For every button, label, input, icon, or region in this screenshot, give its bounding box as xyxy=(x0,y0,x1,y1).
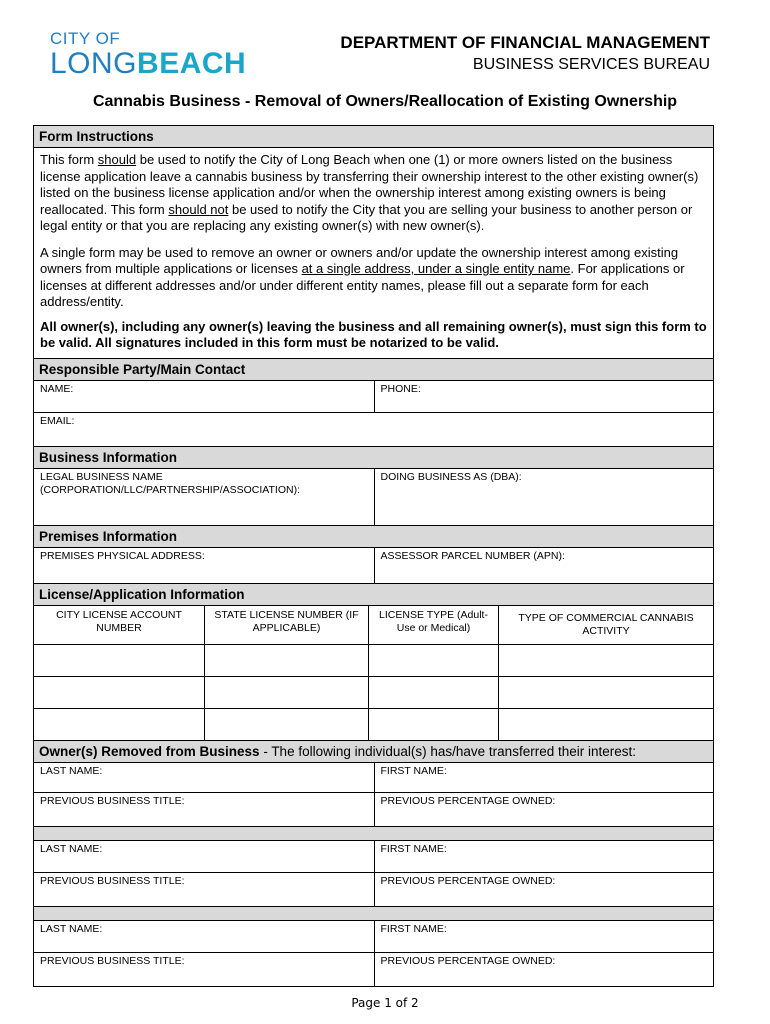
owner-first-name-field[interactable]: FIRST NAME: xyxy=(374,921,714,952)
logo-beach-text: BEACH xyxy=(137,47,247,80)
owner-prev-percentage-field[interactable]: PREVIOUS PERCENTAGE OWNED: xyxy=(374,793,714,826)
p1-text-a: This form xyxy=(40,152,98,167)
business-row xyxy=(34,469,713,525)
owners-heading-rest: - The following individual(s) has/have transferred their interest: xyxy=(259,743,636,759)
owner-last-name-field[interactable]: LAST NAME: xyxy=(40,922,103,935)
phone-field[interactable]: PHONE: xyxy=(374,381,714,412)
owner-last-name-field[interactable]: LAST NAME: xyxy=(40,842,103,855)
p1-text-should: should xyxy=(97,152,137,167)
bureau-name: BUSINESS SERVICES BUREAU xyxy=(472,56,710,73)
email-field[interactable]: EMAIL: xyxy=(40,414,75,427)
owner-3-detail-row xyxy=(34,953,713,986)
logo-long-text: LONG xyxy=(50,47,138,80)
dba-field[interactable]: DOING BUSINESS AS (DBA): xyxy=(374,469,714,525)
owner-separator xyxy=(34,827,713,841)
department-name: DEPARTMENT OF FINANCIAL MANAGEMENT xyxy=(340,33,710,52)
owners-removed-heading xyxy=(34,740,713,763)
owner-first-name-field[interactable]: FIRST NAME: xyxy=(374,763,714,792)
license-cell[interactable] xyxy=(34,709,204,740)
license-cell[interactable] xyxy=(368,645,498,676)
premises-address-field[interactable]: PREMISES PHYSICAL ADDRESS: xyxy=(40,549,205,562)
apn-field[interactable]: ASSESSOR PARCEL NUMBER (APN): xyxy=(374,548,714,583)
license-info-heading: License/Application Information xyxy=(34,583,713,606)
owner-2-name-row xyxy=(34,841,713,873)
license-row-2 xyxy=(34,677,713,709)
instructions-paragraph-3: All owner(s), including any owner(s) leaving the business and all remaining owner(s), must sign this form to be valid. All signatures included in this form must be notarized to be valid. xyxy=(40,318,707,350)
owner-3-name-row xyxy=(34,921,713,953)
p1-text-c: be used to notify the City of Long Beach when one (1) or more owners listed on the business license application leave a cannabis business by transferring their ownership interest to the other existing owner(s) listed on the business license application and/or when the ownership interest among existing owners is being reallocated. This form xyxy=(40,152,699,217)
logo-wordmark xyxy=(50,49,246,79)
owner-separator xyxy=(34,907,713,921)
p1-text-e: be used to notify the City that you are selling your business to another person or legal entity or that you are replacing any existing owner(s) with new owner(s). xyxy=(40,201,693,233)
license-cell[interactable] xyxy=(498,709,713,740)
license-header-row xyxy=(34,606,713,645)
form-body xyxy=(33,125,714,987)
p2-text-underlined: at a single address, under a single entity name xyxy=(301,261,571,276)
form-instructions-heading: Form Instructions xyxy=(34,126,713,148)
license-row-3 xyxy=(34,709,713,740)
name-field[interactable]: NAME: xyxy=(40,382,74,395)
instructions-paragraph-2 xyxy=(34,241,713,317)
owner-first-name-field[interactable]: FIRST NAME: xyxy=(374,841,714,872)
responsible-row-1 xyxy=(34,381,713,413)
city-license-account-header: CITY LICENSE ACCOUNT NUMBER xyxy=(56,608,182,634)
premises-row xyxy=(34,548,713,583)
business-info-heading: Business Information xyxy=(34,446,713,469)
license-cell[interactable] xyxy=(368,709,498,740)
city-logo xyxy=(50,30,246,79)
owner-prev-percentage-field[interactable]: PREVIOUS PERCENTAGE OWNED: xyxy=(374,873,714,906)
legal-business-name-field[interactable]: LEGAL BUSINESS NAME (CORPORATION/LLC/PARTNERSHIP/ASSOCIATION): xyxy=(40,470,301,496)
owner-prev-title-field[interactable]: PREVIOUS BUSINESS TITLE: xyxy=(40,794,185,807)
document-title: Cannabis Business - Removal of Owners/Reallocation of Existing Ownership xyxy=(92,93,678,110)
logo-city-text: CITY OF xyxy=(50,29,121,48)
license-cell[interactable] xyxy=(368,677,498,708)
owner-1-detail-row xyxy=(34,793,713,827)
license-cell[interactable] xyxy=(204,709,368,740)
responsible-party-heading: Responsible Party/Main Contact xyxy=(34,358,713,381)
cannabis-activity-header: TYPE OF COMMERCIAL CANNABIS ACTIVITY xyxy=(498,606,713,644)
responsible-row-2 xyxy=(34,413,713,446)
license-row-1 xyxy=(34,645,713,677)
state-license-number-header: STATE LICENSE NUMBER (IF APPLICABLE) xyxy=(204,606,368,644)
p1-text-should-not: should not xyxy=(168,201,229,217)
department-header xyxy=(340,33,710,75)
owner-2-detail-row xyxy=(34,873,713,907)
license-cell[interactable] xyxy=(498,677,713,708)
license-cell[interactable] xyxy=(498,645,713,676)
premises-info-heading: Premises Information xyxy=(34,525,713,548)
p2-text-c: . For applications or licenses at different addresses and/or under different entity names, please fill out a separate form for each address/entity. xyxy=(40,261,685,309)
license-cell[interactable] xyxy=(204,645,368,676)
license-cell[interactable] xyxy=(204,677,368,708)
owner-last-name-field[interactable]: LAST NAME: xyxy=(40,764,103,777)
instructions-paragraph-1 xyxy=(34,148,713,241)
p2-text-a: A single form may be used to remove an owner or owners and/or update the ownership interest among existing owners from multiple applications or licenses xyxy=(40,244,679,276)
license-type-header: LICENSE TYPE (Adult-Use or Medical) xyxy=(368,606,498,644)
owners-heading-bold: Owner(s) Removed from Business xyxy=(39,743,260,759)
page-number: Page 1 of 2 xyxy=(351,996,419,1010)
license-cell[interactable] xyxy=(34,645,204,676)
owner-1-name-row xyxy=(34,763,713,793)
license-cell[interactable] xyxy=(34,677,204,708)
owner-prev-title-field[interactable]: PREVIOUS BUSINESS TITLE: xyxy=(40,954,185,967)
owner-prev-percentage-field[interactable]: PREVIOUS PERCENTAGE OWNED: xyxy=(374,953,714,986)
owner-prev-title-field[interactable]: PREVIOUS BUSINESS TITLE: xyxy=(40,874,185,887)
